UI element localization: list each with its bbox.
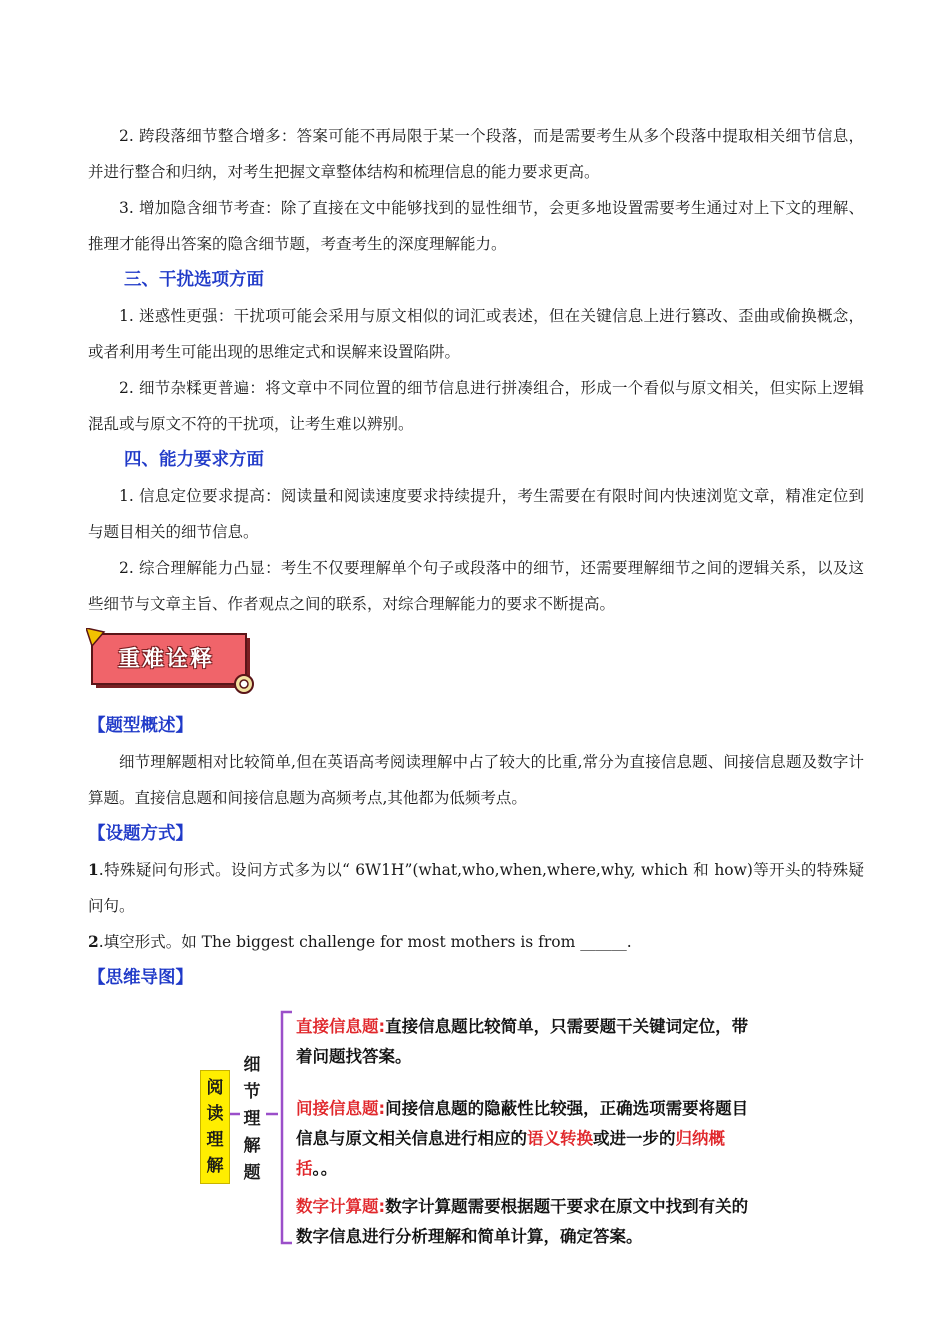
mid-char: 解 bbox=[243, 1136, 261, 1156]
document-body bbox=[88, 118, 864, 996]
branch-title: 直接信息题: bbox=[296, 1017, 386, 1036]
item-text: .填空形式。如 The biggest challenge for most mothers is from ______. bbox=[98, 933, 632, 951]
paragraph: 2. 跨段落细节整合增多：答案可能不再局限于某一个段落，而是需要考生从多个段落中提取相关细节信息，并进行整合和归纳，对考生把握文章整体结构和梳理信息的能力要求更高。 bbox=[88, 127, 864, 181]
item-number: 1 bbox=[88, 860, 99, 879]
root-char: 读 bbox=[206, 1104, 224, 1124]
branch-text: 数字计算题需要根据题干要求在原文中找到有关的数字信息进行分析理解和简单计算，确定答案。 bbox=[296, 1197, 749, 1246]
highlight-term: 语义转换 bbox=[527, 1129, 593, 1148]
question-forms-heading: 【设题方式】 bbox=[88, 824, 193, 844]
root-char: 理 bbox=[206, 1130, 224, 1150]
paragraph: 3. 增加隐含细节考查：除了直接在文中能够找到的显性细节，会更多地设置需要考生通过对上下文的理解、推理才能得出答案的隐含细节题，考查考生的深度理解能力。 bbox=[88, 199, 864, 253]
overview-text: 细节理解题相对比较简单,但在英语高考阅读理解中占了较大的比重,常分为直接信息题、间接信息题及数字计算题。直接信息题和间接信息题为高频考点,其他都为低频考点。 bbox=[88, 753, 864, 807]
mind-map bbox=[196, 1000, 756, 1260]
mid-char: 节 bbox=[243, 1082, 261, 1102]
paragraph: 2. 细节杂糅更普遍：将文章中不同位置的细节信息进行拼凑组合，形成一个看似与原文相关，但实际上逻辑混乱或与原文不符的干扰项，让考生难以辨别。 bbox=[88, 379, 864, 433]
branch-direct-info bbox=[296, 1012, 756, 1072]
mind-map-root bbox=[200, 1070, 230, 1184]
paragraph: 1. 迷惑性更强：干扰项可能会采用与原文相似的词汇或表述，但在关键信息上进行篡改、歪曲或偷换概念，或者利用考生可能出现的思维定式和误解来设置陷阱。 bbox=[88, 307, 864, 361]
root-char: 解 bbox=[206, 1156, 224, 1176]
question-form-item bbox=[88, 924, 864, 960]
branch-text: 或进一步的 bbox=[593, 1129, 676, 1148]
question-form-item bbox=[88, 852, 864, 924]
mid-char: 细 bbox=[243, 1055, 261, 1075]
branch-text: 间接信息题的隐蔽性比较强，正确选项需要将题目信息与原文相关信息进行相应的 bbox=[296, 1099, 749, 1148]
item-number: 2 bbox=[88, 932, 99, 951]
branch-title: 数字计算题: bbox=[296, 1197, 386, 1216]
branch-number-calc bbox=[296, 1192, 756, 1252]
branch-text: 直接信息题比较简单，只需要题干关键词定位，带着问题找答案。 bbox=[296, 1017, 749, 1066]
overview-heading: 【题型概述】 bbox=[88, 716, 193, 736]
mind-map-mid-node bbox=[240, 1052, 264, 1187]
branch-indirect-info bbox=[296, 1094, 756, 1184]
banner-label: 重难诠释 bbox=[118, 647, 215, 672]
mid-char: 题 bbox=[243, 1163, 261, 1183]
paragraph: 1. 信息定位要求提高：阅读量和阅读速度要求持续提升，考生需要在有限时间内快速浏览文章，精准定位到与题目相关的细节信息。 bbox=[88, 487, 864, 541]
mid-char: 理 bbox=[243, 1109, 261, 1129]
paragraph: 2. 综合理解能力凸显：考生不仅要理解单个句子或段落中的细节，还需要理解细节之间的逻辑关系，以及这些细节与文章主旨、作者观点之间的联系，对综合理解能力的要求不断提高。 bbox=[88, 559, 864, 613]
mind-map-heading: 【思维导图】 bbox=[88, 968, 193, 988]
item-text: .特殊疑问句形式。设问方式多为以“ 6W1H”(what,who,when,where,why, which 和 how)等开头的特殊疑问句。 bbox=[88, 861, 864, 915]
root-char: 阅 bbox=[206, 1078, 224, 1098]
key-difficulty-banner bbox=[88, 628, 864, 702]
section-heading: 四、能力要求方面 bbox=[124, 450, 264, 470]
branch-text: 。。 bbox=[312, 1159, 338, 1178]
section-heading: 三、干扰选项方面 bbox=[124, 270, 264, 290]
highlight-term: 归纳概括 bbox=[296, 1129, 725, 1178]
branch-title: 间接信息题: bbox=[296, 1099, 386, 1118]
